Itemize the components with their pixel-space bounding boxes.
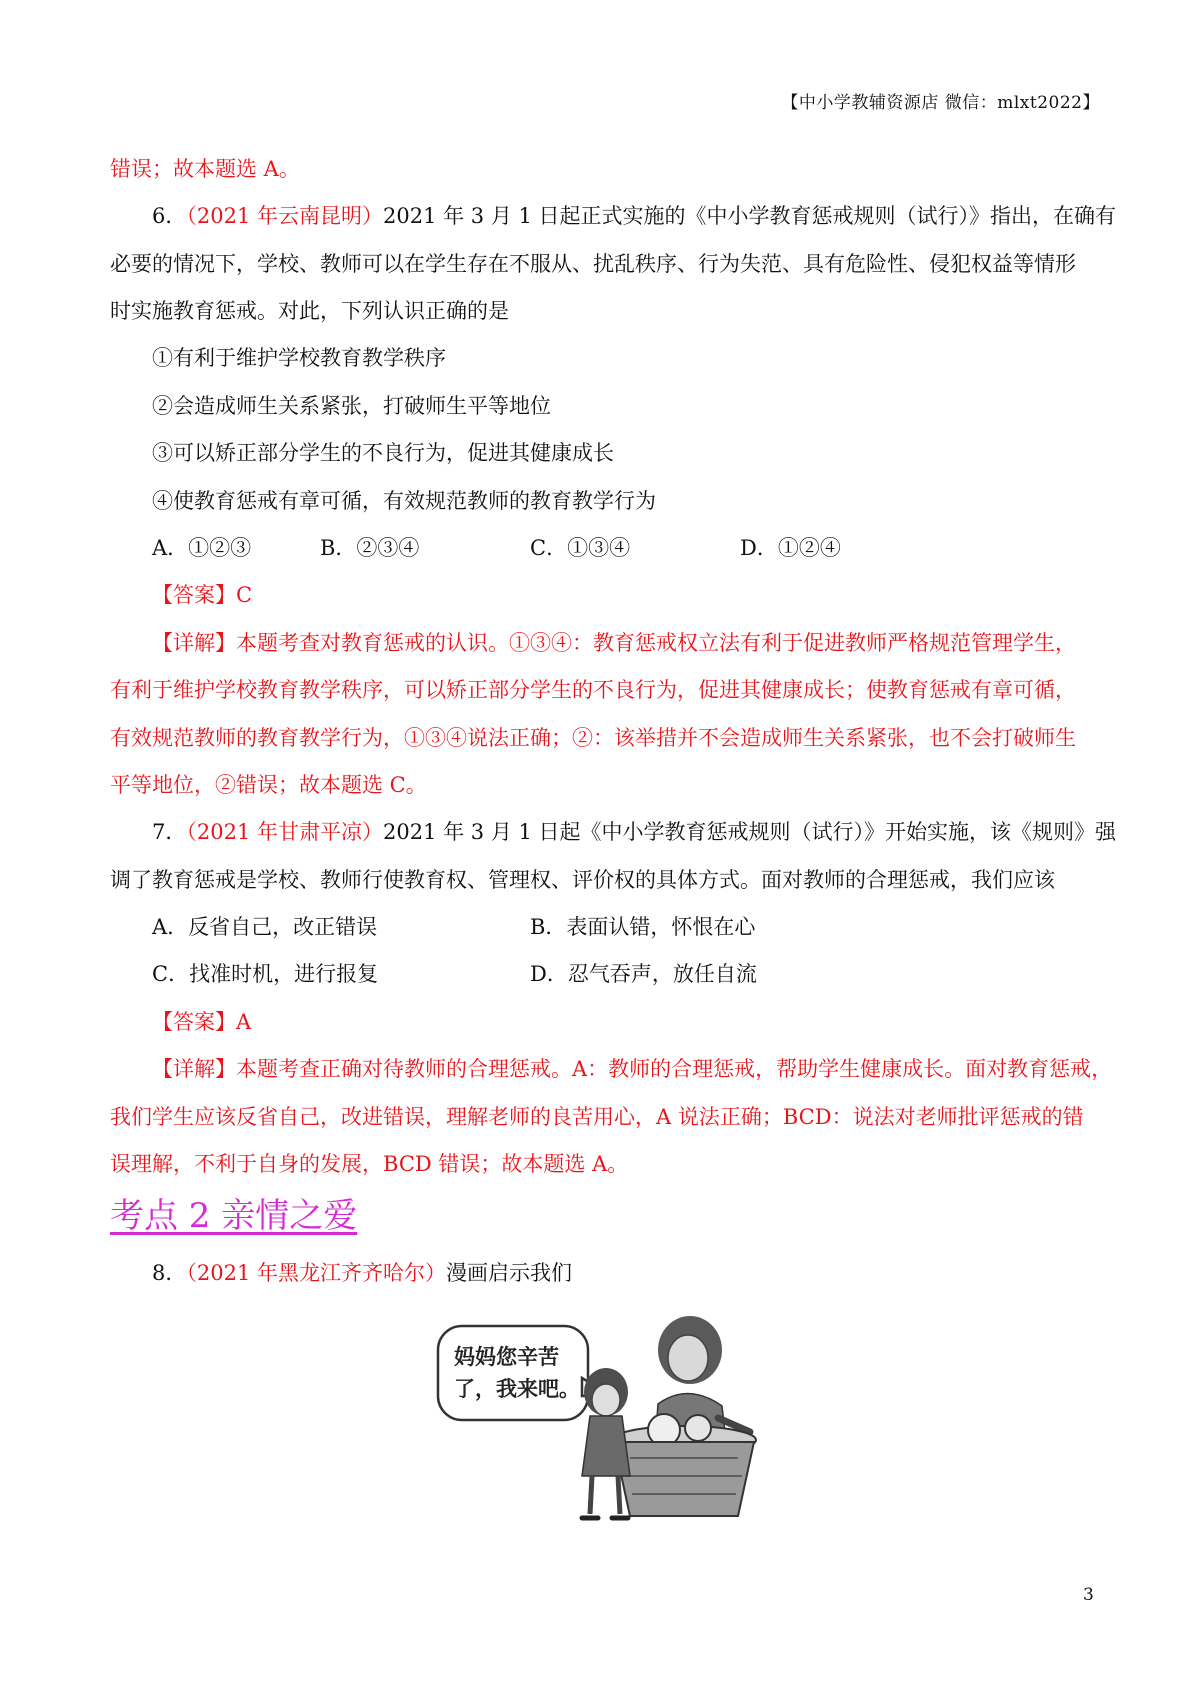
q6-option-b: B．②③④ <box>320 536 420 560</box>
bubble-text-line-2: 了，我来吧。 <box>454 1377 580 1401</box>
q6-option-a: A．①②③ <box>152 536 252 560</box>
q7-stem-line-1 <box>152 817 1116 847</box>
q7-stem-line-2: 调了教育惩戒是学校、教师行使教育权、管理权、评价权的具体方式。面对教师的合理惩戒，我们应该 <box>110 868 1055 892</box>
q6-detail-line-1: 【详解】本题考查对教育惩戒的认识。①③④：教育惩戒权立法有利于促进教师严格规范管理学生， <box>152 631 1076 655</box>
q6-item-2: ②会造成师生关系紧张，打破师生平等地位 <box>152 394 551 418</box>
q7-stem-text: 2021 年 3 月 1 日起《中小学教育惩戒规则（试行）》开始实施，该《规则》强 <box>383 820 1117 844</box>
q6-detail-line-3: 有效规范教师的教育教学行为，①③④说法正确；②：该举措并不会造成师生关系紧张，也不会打破师生 <box>110 726 1076 750</box>
q6-stem-line-2: 必要的情况下，学校、教师可以在学生存在不服从、扰乱秩序、行为失范、具有危险性、侵犯权益等情形 <box>110 252 1076 276</box>
q7-option-c: C．找准时机，进行报复 <box>152 962 379 986</box>
q6-item-4: ④使教育惩戒有章可循，有效规范教师的教育教学行为 <box>152 489 656 513</box>
q7-detail-line-3: 误理解，不利于自身的发展，BCD 错误；故本题选 A。 <box>110 1152 629 1176</box>
q8-number: 8． <box>152 1261 187 1285</box>
q7-source: （2021 年甘肃平凉） <box>186 820 383 844</box>
q8-stem-text: 漫画启示我们 <box>446 1261 572 1285</box>
previous-answer-tail: 错误；故本题选 A。 <box>110 157 300 181</box>
q6-stem-text: 2021 年 3 月 1 日起正式实施的《中小学教育惩戒规则（试行）》指出，在确有 <box>383 204 1117 228</box>
q6-item-1: ①有利于维护学校教育教学秩序 <box>152 346 446 370</box>
page-header: 【中小学教辅资源店 微信：mlxt2022】 <box>781 93 1100 113</box>
page-number: 3 <box>1083 1585 1094 1605</box>
q7-number: 7． <box>152 820 187 844</box>
q6-option-c: C．①③④ <box>530 536 631 560</box>
q7-answer: 【答案】A <box>152 1010 252 1034</box>
mother-face <box>668 1335 708 1381</box>
q6-option-d: D．①②④ <box>740 536 841 560</box>
q6-item-3: ③可以矫正部分学生的不良行为，促进其健康成长 <box>152 441 614 465</box>
bubble-text-line-1: 妈妈您辛苦 <box>454 1345 559 1369</box>
q6-number: 6． <box>152 204 187 228</box>
q7-option-b: B．表面认错，怀恨在心 <box>530 915 756 939</box>
girl-body <box>582 1416 630 1476</box>
section-title: 考点 2 亲情之爱 <box>110 1196 358 1236</box>
girl-face <box>592 1384 620 1416</box>
q7-detail-line-2: 我们学生应该反省自己，改进错误，理解老师的良苦用心，A 说法正确；BCD：说法对老师批评惩戒的错 <box>110 1105 1084 1129</box>
q8-source: （2021 年黑龙江齐齐哈尔） <box>186 1261 446 1285</box>
q7-option-d: D．忍气吞声，放任自流 <box>530 962 757 986</box>
cartoon-image <box>432 1308 794 1546</box>
q6-source: （2021 年云南昆明） <box>186 204 383 228</box>
q6-detail-line-2: 有利于维护学校教育教学秩序，可以矫正部分学生的不良行为，促进其健康成长；使教育惩戒有章可循， <box>110 678 1076 702</box>
q7-option-a: A．反省自己，改正错误 <box>152 915 378 939</box>
speech-bubble <box>438 1326 588 1420</box>
q7-detail-line-1: 【详解】本题考查正确对待教师的合理惩戒。A：教师的合理惩戒，帮助学生健康成长。面对教育惩戒， <box>152 1057 1113 1081</box>
sink-basin <box>614 1442 754 1516</box>
dish <box>685 1415 711 1441</box>
q6-answer: 【答案】C <box>152 583 253 607</box>
q8-stem-line <box>152 1258 572 1288</box>
q6-stem-line-1 <box>152 201 1116 231</box>
q6-stem-line-3: 时实施教育惩戒。对此，下列认识正确的是 <box>110 299 509 323</box>
q6-detail-line-4: 平等地位，②错误；故本题选 C。 <box>110 773 427 797</box>
